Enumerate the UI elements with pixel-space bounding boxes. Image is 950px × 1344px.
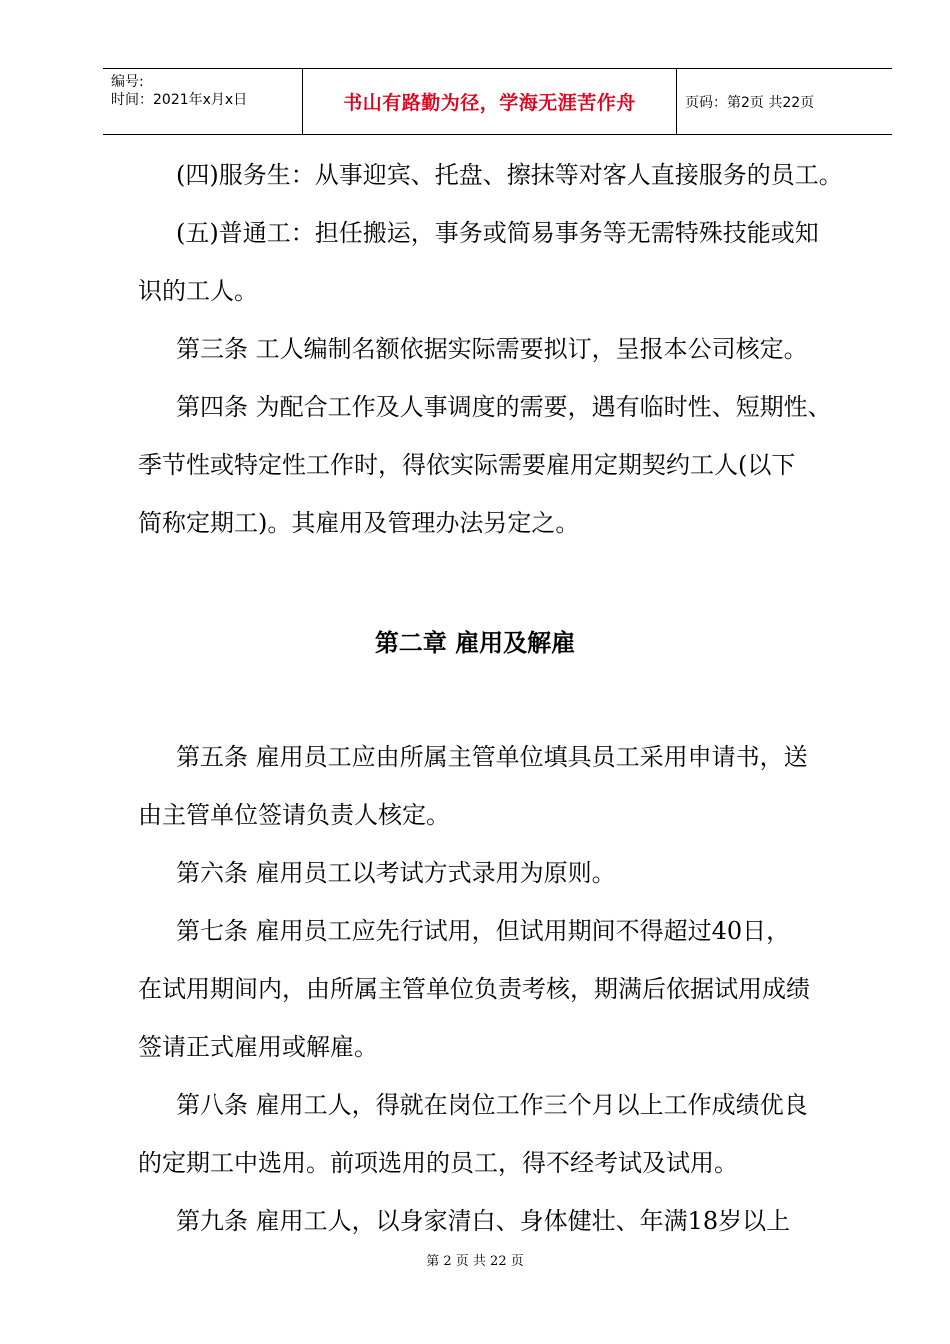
paragraph-line: 第六条 雇用员工以考试方式录用为原则。 (176, 859, 616, 887)
motto-text: 书山有路勤为径，学海无涯苦作舟 (343, 92, 636, 114)
paragraph-line: 季节性或特定性工作时，得依实际需要雇用定期契约工人(以下 (138, 451, 796, 479)
paragraph-line: 第三条 工人编制名额依据实际需要拟订，呈报本公司核定。 (176, 335, 808, 363)
page-label: 页码：第2页 共22页 (685, 94, 815, 111)
header-motto-cell (303, 69, 677, 134)
header-page-cell (677, 69, 892, 134)
page-header (103, 68, 892, 135)
paragraph-line: 第四条 为配合工作及人事调度的需要，遇有临时性、短期性、 (176, 393, 832, 421)
paragraph-line: 签请正式雇用或解雇。 (138, 1033, 378, 1061)
paragraph-line: 由主管单位签请负责人核定。 (138, 801, 450, 829)
paragraph-line: 的定期工中选用。前项选用的员工，得不经考试及试用。 (138, 1149, 738, 1177)
number-label: 编号: (111, 74, 144, 90)
chapter-title: 第二章 雇用及解雇 (374, 628, 576, 657)
text-block-1 (138, 146, 862, 552)
text-block-2 (138, 728, 862, 1250)
paragraph-line: 简称定期工)。其雇用及管理办法另定之。 (138, 509, 580, 537)
paragraph-line: 第八条 雇用工人，得就在岗位工作三个月以上工作成绩优良 (176, 1091, 808, 1119)
paragraph-line: (五)普通工：担任搬运，事务或简易事务等无需特殊技能或知 (176, 219, 819, 247)
page-footer: 第 2 页 共 22 页 (426, 1254, 524, 1269)
paragraph-line: (四)服务生：从事迎宾、托盘、擦抹等对客人直接服务的员工。 (176, 161, 843, 189)
paragraph-line: 第五条 雇用员工应由所属主管单位填具员工采用申请书，送 (176, 743, 808, 771)
time-label: 时间：2021年x月x日 (111, 92, 248, 108)
header-meta (103, 69, 303, 134)
paragraph-line: 第九条 雇用工人，以身家清白、身体健壮、年满18岁以上 (176, 1207, 791, 1235)
paragraph-line: 识的工人。 (138, 277, 258, 305)
paragraph-line: 在试用期间内，由所属主管单位负责考核，期满后依据试用成绩 (138, 975, 810, 1003)
paragraph-line: 第七条 雇用员工应先行试用，但试用期间不得超过40日， (176, 917, 791, 945)
